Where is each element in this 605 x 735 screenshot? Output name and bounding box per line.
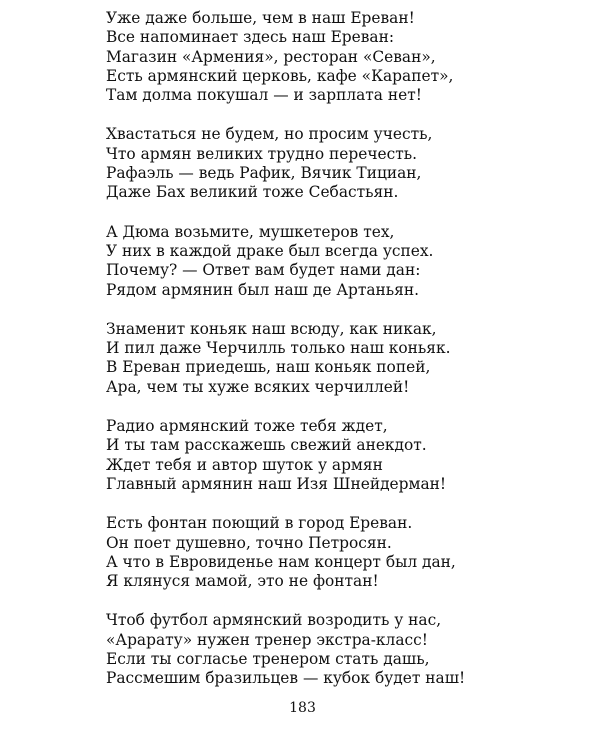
poem-line: Рассмешим бразильцев — кубок будет наш!: [106, 669, 466, 688]
poem-line: А Дюма возьмите, мушкетеров тех,: [106, 222, 395, 241]
stanza-1: [106, 9, 586, 105]
poem-line: Знаменит коньяк наш всюду, как никак,: [106, 319, 437, 338]
poem-line: И пил даже Черчилль только наш коньяк.: [106, 339, 451, 358]
poem-line: Хвастаться не будем, но просим учесть,: [106, 125, 433, 144]
poem-line: Ждет тебя и автор шуток у армян: [106, 455, 383, 474]
poem-line: У них в каждой драке был всегда успех.: [106, 241, 434, 260]
poem-line: Он поет душевно, точно Петросян.: [106, 533, 392, 552]
poem-line: Рядом армянин был наш де Артаньян.: [106, 280, 420, 299]
stanza-6: [106, 514, 586, 591]
poem-line: Рафаэль — ведь Рафик, Вячик Тициан,: [106, 164, 422, 183]
poem-line: И ты там расскажешь свежий анекдот.: [106, 436, 427, 455]
poem-line: Главный армянин наш Изя Шнейдерман!: [106, 474, 447, 493]
poem-line: Чтоб футбол армянский возродить у нас,: [106, 611, 442, 630]
stanza-7: [106, 611, 586, 688]
page-number: 183: [289, 700, 316, 716]
stanza-4: [106, 320, 586, 397]
poem-line: В Ереван приедешь, наш коньяк попей,: [106, 358, 431, 377]
poem-line: Есть фонтан поющий в город Ереван.: [106, 514, 413, 533]
poem-line: Я клянуся мамой, это не фонтан!: [106, 572, 379, 591]
poem-line: Что армян великих трудно перечесть.: [106, 144, 418, 163]
stanza-2: [106, 125, 586, 202]
poem-line: Все напоминает здесь наш Ереван:: [106, 28, 395, 47]
poem-line: «Арарату» нужен тренер экстра-класс!: [106, 630, 428, 649]
poem-line: Ара, чем ты хуже всяких черчиллей!: [106, 377, 410, 396]
poem-text: [106, 9, 586, 709]
stanza-3: [106, 223, 586, 300]
stanza-5: [106, 417, 586, 494]
poem-line: Почему? — Ответ вам будет нами дан:: [106, 261, 421, 280]
poem-line: Если ты согласье тренером стать дашь,: [106, 650, 430, 669]
poem-line: Есть армянский церковь, кафе «Карапет»,: [106, 66, 454, 85]
poem-line: А что в Евровиденье нам концерт был дан,: [106, 552, 456, 571]
poem-line: Там долма покушал — и зарплата нет!: [106, 86, 422, 105]
poem-line: Уже даже больше, чем в наш Ереван!: [106, 9, 415, 27]
poem-line: Радио армянский тоже тебя ждет,: [106, 417, 388, 436]
poem-line: Магазин «Армения», ресторан «Севан»,: [106, 47, 436, 66]
poem-line: Даже Бах великий тоже Себастьян.: [106, 183, 399, 202]
